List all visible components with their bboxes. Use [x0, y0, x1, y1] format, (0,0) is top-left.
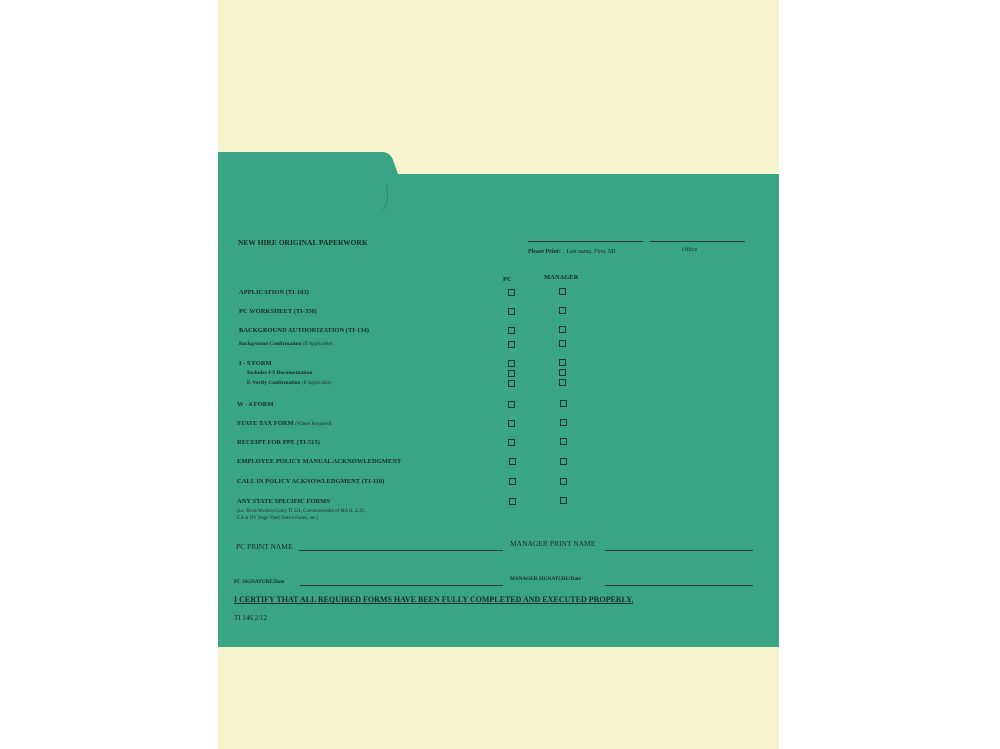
- item-i9-form: I - 9 FORM: [239, 360, 272, 367]
- checkbox-manager-background-authorization[interactable]: [559, 326, 566, 333]
- item-background-authorization: BACKGROUND AUTHORIZATION (TI-134): [239, 327, 369, 334]
- item-state-tax-form: [237, 421, 331, 428]
- item-i9-documentation: Includes I-9 Documentation: [247, 370, 313, 376]
- state-forms-example-2: CA or NY Wage Theft Notice Forms, etc.): [237, 516, 319, 521]
- manager-print-name-line[interactable]: [605, 550, 753, 551]
- item-receipt-ppe: RECEIPT FOR PPE (TI-515): [237, 439, 320, 446]
- folder-shape: [218, 152, 779, 647]
- checkbox-pc-receipt-ppe[interactable]: [508, 439, 515, 446]
- item-state-tax-note: (Where Required): [295, 422, 332, 427]
- checkbox-manager-i9-form[interactable]: [559, 359, 566, 366]
- checkbox-pc-i9-documentation[interactable]: [508, 370, 515, 377]
- manager-signature-label: MANAGER SIGNATURE/Date: [510, 576, 581, 582]
- item-policy-manual: EMPLOYEE POLICY MANUAL ACKNOWLEDGMENT: [237, 458, 402, 465]
- item-e-verify: [247, 381, 331, 387]
- item-background-confirmation: [239, 342, 332, 348]
- checkbox-pc-w4-form[interactable]: [508, 401, 515, 408]
- checkbox-pc-i9-form[interactable]: [508, 360, 515, 367]
- item-e-verify-note: (If Applicable): [301, 381, 332, 386]
- checkbox-manager-application[interactable]: [559, 288, 566, 295]
- item-call-in-policy: CALL IN POLICY ACKNOWLEDGMENT (TI-118): [237, 478, 385, 485]
- col-header-pc: PC: [503, 276, 512, 283]
- office-line[interactable]: [650, 241, 745, 242]
- checkbox-pc-call-in-policy[interactable]: [509, 478, 516, 485]
- file-folder: [218, 152, 779, 647]
- checkbox-pc-background-confirmation[interactable]: [508, 341, 515, 348]
- checkbox-pc-policy-manual[interactable]: [509, 458, 516, 465]
- name-print-line[interactable]: [528, 241, 643, 242]
- manager-signature-line[interactable]: [605, 585, 753, 586]
- office-label: Office: [682, 247, 698, 253]
- pc-print-name-line[interactable]: [299, 550, 503, 551]
- pc-signature-line[interactable]: [300, 585, 503, 586]
- pc-signature-label: PC SIGNATURE/Date: [234, 579, 285, 585]
- checkbox-pc-application[interactable]: [508, 289, 515, 296]
- checkbox-manager-i9-documentation[interactable]: [559, 369, 566, 376]
- manager-print-name-label: MANAGER PRINT NAME: [510, 539, 596, 548]
- checkbox-pc-background-authorization[interactable]: [508, 327, 515, 334]
- checkbox-manager-background-confirmation[interactable]: [559, 340, 566, 347]
- col-header-manager: MANAGER: [544, 274, 579, 281]
- checkbox-manager-state-specific[interactable]: [560, 497, 567, 504]
- please-print-label: Please Print:: [528, 249, 561, 255]
- checkbox-pc-e-verify[interactable]: [508, 380, 515, 387]
- please-print-hint: Last name, First, MI: [566, 249, 616, 255]
- checkbox-manager-call-in-policy[interactable]: [560, 478, 567, 485]
- checkbox-manager-e-verify[interactable]: [559, 379, 566, 386]
- item-w4-form: W - 4 FORM: [237, 401, 274, 408]
- form-code: TI 146 2/12: [234, 614, 268, 622]
- item-pc-worksheet: PC WORKSHEET (TI-350): [239, 308, 317, 315]
- item-e-verify-label: E-Verify Confirmation: [247, 380, 301, 386]
- checkbox-pc-state-tax[interactable]: [508, 420, 515, 427]
- checkbox-pc-worksheet[interactable]: [508, 308, 515, 315]
- form-title: NEW HIRE ORIGINAL PAPERWORK: [238, 238, 368, 247]
- certification-statement: I CERTIFY THAT ALL REQUIRED FORMS HAVE BEEN FULLY COMPLETED AND EXECUTED PROPERLY.: [234, 595, 634, 604]
- item-state-tax-label: STATE TAX FORM: [237, 420, 294, 427]
- checkbox-manager-w4-form[interactable]: [560, 400, 567, 407]
- item-state-specific-forms: ANY STATE SPECIFIC FORMS: [237, 498, 330, 505]
- state-forms-example-1: (i.e. Texas Workers Comp TI 521, Commonwealth of MA H...L.D.,: [237, 509, 367, 514]
- checkbox-manager-worksheet[interactable]: [559, 307, 566, 314]
- checkbox-manager-policy-manual[interactable]: [560, 458, 567, 465]
- checkbox-manager-receipt-ppe[interactable]: [560, 438, 567, 445]
- checkbox-manager-state-tax[interactable]: [560, 419, 567, 426]
- checkbox-pc-state-specific[interactable]: [509, 498, 516, 505]
- please-print-caption: [528, 249, 616, 255]
- pc-print-name-label: PC PRINT NAME: [236, 542, 293, 551]
- item-background-confirmation-note: (If Applicable): [302, 342, 333, 347]
- item-background-confirmation-label: Background Confirmation: [239, 341, 302, 347]
- item-application: APPLICATION (TI-103): [239, 289, 309, 296]
